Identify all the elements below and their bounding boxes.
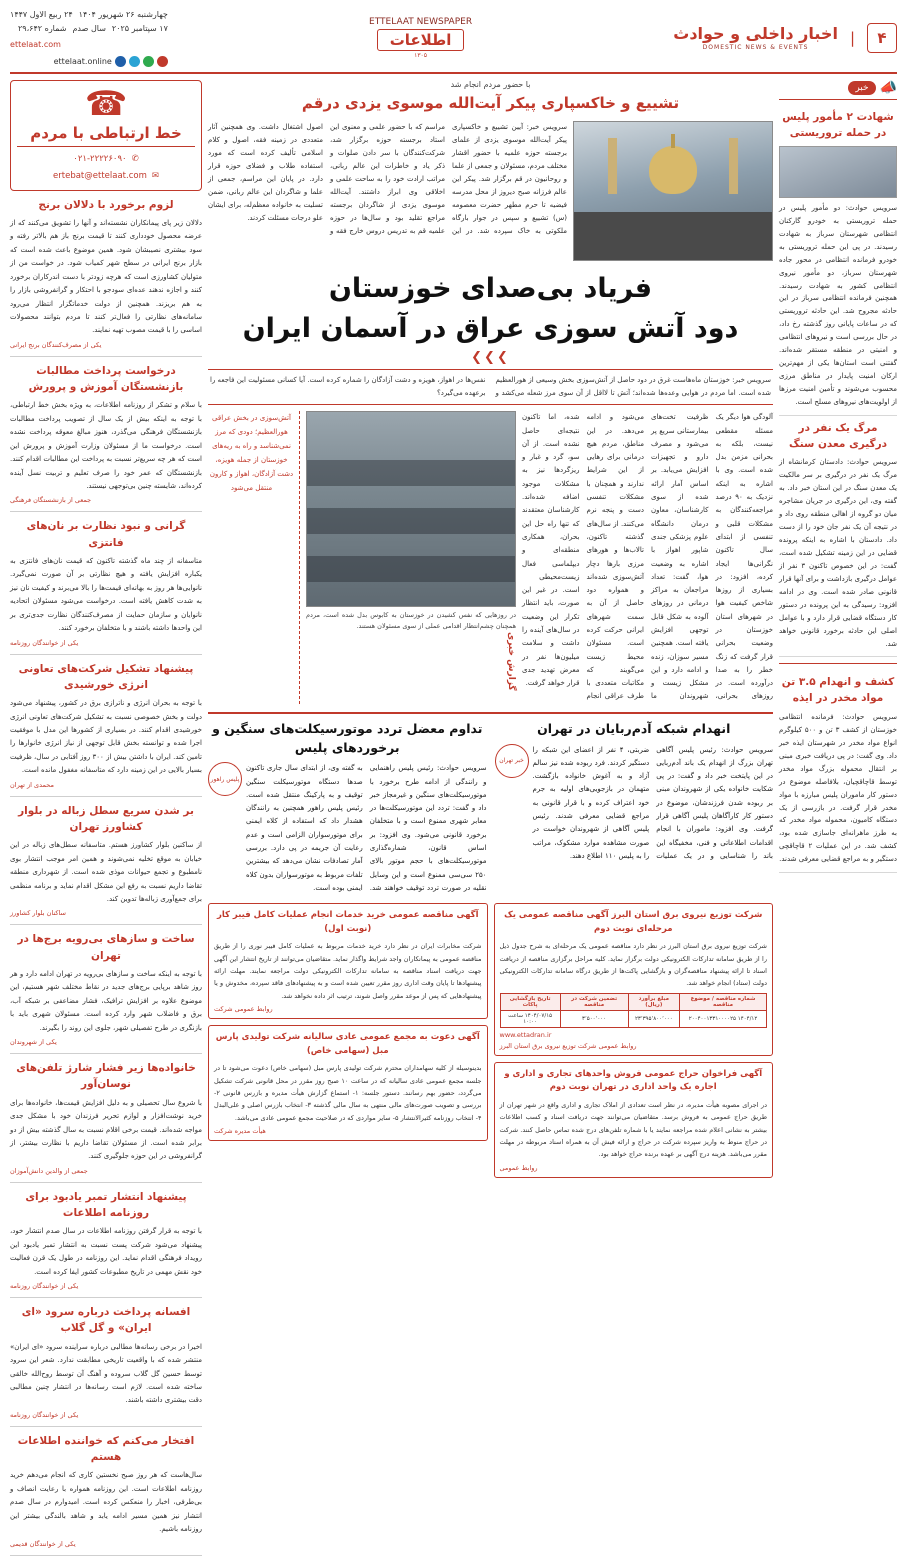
ad-title: آگهی مناقصه عمومی خرید خدمات انجام عملیات کامل فیبر کار (نوبت اول) <box>216 910 479 934</box>
letter-item <box>10 1054 202 1183</box>
khabar-badge: خبر <box>848 81 875 95</box>
ad-signature: روابط عمومی شرکت توزیع نیروی برق استان البرز <box>499 1041 637 1050</box>
ad-title: شرکت توزیع نیروی برق استان البرز آگهی مناقصه عمومی یک مرحله‌ای نوبت دوم <box>504 910 763 934</box>
divider <box>779 663 897 664</box>
main-headline <box>208 269 773 364</box>
masthead-section <box>673 23 897 53</box>
logo-founding-year: ۱۳۰۵ <box>414 51 427 59</box>
lower-story <box>208 720 487 895</box>
letter-item <box>10 1183 202 1298</box>
lower-story-title: تداوم معضل تردد موتورسیکلت‌های سنگین و برخوردهای پلیس <box>212 720 483 755</box>
main-headline-line1: فریاد بی‌صدای خوزستان <box>328 273 653 305</box>
issue-number: شماره ۲۹،۶۴۲ <box>18 23 67 33</box>
ad-signature: هیأت مدیره شرکت <box>214 1127 266 1136</box>
center-column <box>208 80 773 1177</box>
telegram-icon[interactable] <box>129 56 140 67</box>
khabar-header <box>779 80 897 100</box>
letter-title: پیشنهاد انتشار تمبر یادبود برای روزنامه اطلاعات <box>25 1190 187 1220</box>
letter-item <box>10 191 202 357</box>
rail-article-body: سرویس حوادث: فرمانده انتظامی خوزستان از کشف ۳ تن و ۵۰۰ کیلوگرم انواع مواد مخدر در شهرستان ایذه خبر داد. وی گفت: در پی دریافت خبری مبنی بر انتقال محموله بزرگ مواد مخدر توسط قاچاقچیان، بلافاصله موضوع در دستور کار ماموران پلیس مبارزه با مواد مخدر قرار گرفت. در بازرسی از یک دستگاه کامیون، محموله مواد مخدر که به طرز ماهرانه‌ای جاسازی شده بود، کشف شد. در این عملیات ۲ قاچاقچی دستگیر و به مراجع قضایی معرفی شدند. <box>779 712 897 864</box>
letter-body: با سلام و تشکر از روزنامه اطلاعات، به ویژه بخش خط ارتباطی، با توجه به اینکه بیش از یک سال از تصویب پرداخت مطالبات بازنشستگان فرهنگی می‌گذرد، هنوز مبالغ معوقه پرداخت نشده است. درخواست ما از مسئولان وزارت آموزش و پرورش این است که هر چه سریع‌تر نسبت به پرداخت این مطالبات اقدام کنند. بازنشستگان که عمر خود را صرف تعلیم و تربیت نسل آینده کرده‌اند، شایسته چنین بی‌توجهی نیستند. <box>10 401 202 491</box>
ad-title: آگهی دعوت به مجمع عمومی عادی سالیانه شرکت تولیدی پارس مبل (سهامی خاص) <box>215 1032 480 1056</box>
megaphone-icon: 📣 <box>879 80 897 97</box>
lead-story <box>208 121 773 261</box>
rail-article <box>779 670 897 873</box>
rail-article-body: سرویس حوادث: دو مأمور پلیس در حمله تروریستی به خودرو گارکنان انتظامی شهرستان سرباز به شهادت رسیدند. در پی این حمله تروریستی به خودرو فرمانده انتظامی در محور جاده شهرستان سرباز، دو مأمور نیروی انتظامی کشور به شهادت رسیدند. همچنین فرمانده انتظامی سرباز در این حادثه مجروح شد. این حادثه تروریستی که در ساعات پایانی روز گذشته رخ داد، در حال بررسی است و نیروهای انتظامی و امنیتی در منطقه مستقر شده‌اند. گفتنی است استان‌ها یکی از مهم‌ترین ارکان امنیت پایدار در مناطق مرزی محسوب می‌شوند و تأمین امنیت مرزها از اولویت‌های نیروهای مسلح است. <box>779 203 897 406</box>
story-stamp: خبر تهران <box>495 744 529 778</box>
ad-auction <box>494 1062 774 1178</box>
minaret-right-icon <box>729 138 738 194</box>
chevron-divider-icon: ❯❯❯ <box>471 349 510 365</box>
letter-signature: ساکنان بلوار کشاورز <box>10 909 66 918</box>
letter-title: افسانه پرداخت درباره سرود «ای ایران» و گل گلاب <box>21 1306 191 1335</box>
ad-tender <box>494 903 774 1056</box>
letter-body: سال‌هاست که هر روز صبح نخستین کاری که انجام می‌دهم خرید روزنامه اطلاعات است. این روزنامه همواره با رعایت انصاف و بی‌طرفی، اخبار را منعکس کرده است. امیدوارم در سال صدم انتشار نیز همین مسیر ادامه یابد و شاهد بالندگی بیشتر این روزنامه باشیم. <box>10 1471 202 1534</box>
letter-title: خانواده‌ها زیر فشار شارژ تلفن‌های نوسان‌آور <box>16 1062 196 1091</box>
letter-body: با توجه به قرار گرفتن روزنامه اطلاعات در سال صدم انتشار خود، پیشنهاد می‌شود شرکت پست نسبت به انتشار تمبر یادبود این رویداد فرهنگی اقدام نماید. این روزنامه در طول یک قرن فعالیت خود نقش مهمی در تاریخ مطبوعات کشور ایفا کرده است. <box>10 1227 202 1276</box>
letter-item <box>10 512 202 654</box>
rail-article-photo <box>779 146 897 198</box>
letter-body: با توجه به اینکه ساخت و سازهای بی‌رویه در تهران ادامه دارد و هر روز شاهد برپایی برج‌های جدید در نقاط مختلف شهر هستیم، این موضوع علاوه بر افزایش ترافیک، فشار مضاعفی بر شبکه آب، برق و فاضلاب شهر وارد کرده است. مسئولان شهری باید با بازنگری در طرح تفصیلی شهر، جلوی این روند را بگیرند. <box>10 970 202 1032</box>
report-label: گزارش خبری <box>506 632 516 692</box>
ad-signature: روابط عمومی <box>499 1163 538 1172</box>
letter-title: افتخار می‌کنم که خواننده اطلاعات هستم <box>17 1434 195 1464</box>
letter-signature: جمعی از بازنشستگان فرهنگی <box>10 496 92 505</box>
hotline-email[interactable]: ertebat@ettelaat.com <box>53 170 147 181</box>
social-handle[interactable]: ettelaat.online <box>53 56 112 66</box>
letter-title: درخواست پرداخت مطالبات بازنشستگان آموزش و پرورش <box>28 364 184 394</box>
rail-article <box>779 416 897 658</box>
ad-table <box>500 993 768 1028</box>
letter-body: متاسفانه از چند ماه گذشته تاکنون که قیمت نان‌های فانتزی به یکباره افزایش یافته و هیچ نظارتی بر آن صورت نمی‌گیرد. نانوایی‌ها هر روز به بهانه‌ای قیمت‌ها را بالا می‌برند و کیفیت نان نیز به شدت کاهش یافته است. درخواست می‌شود مسئولان اتحادیه نانوایان و سازمان حمایت از مصرف‌کنندگان نظارت جدی‌تری بر این واحدها داشته باشند و با متخلفان برخورد کنند. <box>10 556 202 633</box>
main-deck: سرویس خبر: خوزستان ماه‌هاست غرق در دود حاصل از آتش‌سوزی بخش وسیعی از هورالعظیم شده است. اما مردم در هوایی وعده‌ها شده‌اند؛ آتش تا لااقل از آن سوی مرز شعله می‌کشد و نفس‌ها در اهواز، هویزه و دشت آزادگان را شماره کرده است. آیا کسانی مسئولیت این فاجعه را برعهده می‌گیرد؟ <box>208 369 773 406</box>
letter-signature: یکی از خوانندگان روزنامه <box>10 1410 79 1419</box>
ad-body: بدینوسیله از کلیه سهامداران محترم شرکت تولیدی پارس مبل (سهامی خاص) دعوت می‌شود تا در جلسه مجمع عمومی عادی سالیانه که در ساعت ۱۰ صبح روز مقرر در محل قانونی شرکت تشکیل می‌گردد، حضور بهم رسانند. دستور جلسه: ۱- استماع گزارش هیأت مدیره و بازرس قانونی ۲- بررسی و تصویب صورت‌های مالی منتهی به سال مالی گذشته ۳- انتخاب بازرس اصلی و علی‌البدل ۴- انتخاب روزنامه کثیرالانتشار ۵- سایر مواردی که در صلاحیت مجمع عمومی عادی می‌باشد. <box>214 1064 482 1122</box>
ad-title: آگهی فراخوان حراج عمومی فروش واحدهای تجاری و اداری و اجاره یک واحد اداری در تهران نوبت دوم <box>504 1068 763 1093</box>
letter-item <box>10 655 202 797</box>
rail-article-body: سرویس حوادث: دادستان کرمانشاه از مرگ یک نفر در درگیری بر سر مالکیت یک معدن سنگ در این استان خبر داد. به گفته وی، این درگیری در جریان مشاجره میان دو گروه از اهالی منطقه روی داد و در نتیجه آن یک نفر جان خود را از دست داد. دادستان با اشاره به اینکه پرونده قضایی در این زمینه تشکیل شده است، گفت: در این خصوص تاکنون ۳ نفر از عوامل درگیری بازداشت و برای آنها قرار قانونی صادر شده است. وی در ادامه افزود: رسیدگی به این پرونده در دستور کار دستگاه قضایی قرار دارد و با عوامل اصلی این حادثه برخورد قانونی خواهد شد. <box>779 458 897 648</box>
letter-body: از ساکنین بلوار کشاورز هستم. متاسفانه سطل‌های زباله در این خیابان به موقع تخلیه نمی‌شوند و همین امر موجب انتشار بوی نامطبوع و تجمع حیوانات موذی شده است. از شهرداری منطقه تقاضا داریم نسبت به رفع این مشکل اقدام نماید و برنامه منظمی برای جمع‌آوری زباله‌ها تدوین کند. <box>10 841 202 904</box>
letter-title: بر شدن سریع سطل زباله در بلوار کشاورز تهران <box>18 804 194 834</box>
letter-title: گرانی و نبود نظارت بر نان‌های فانتزی <box>26 520 186 549</box>
ad-column <box>208 903 488 1177</box>
divider-icon: | <box>849 29 855 48</box>
social-links[interactable] <box>10 55 168 69</box>
lower-story-body: سرویس حوادث: رئیس پلیس آگاهی تهران بزرگ از انهدام یک باند آدم‌ربایی در این پایتخت خبر داد و گفت: در پی شکایت خانواده یکی از شهروندان مبنی بر ربوده شدن فرزندشان، موضوع در دستور کار کارآگاهان پلیس آگاهی قرار گرفت. وی افزود: ماموران با انجام اقدامات اطلاعاتی و فنی، مخفیگاه این باند را شناسایی و در یک عملیات ضربتی، ۴ نفر از اعضای این شبکه را دستگیر کردند. فرد ربوده شده نیز سالم آزاد و به آغوش خانواده بازگشت. متهمان در بازجویی‌های اولیه به جرم خود اعتراف کرده و با قرار قانونی به مراجع قضایی معرفی شدند. رئیس پلیس آگاهی از شهروندان خواست در صورت مشاهده موارد مشکوک، مراتب را به پلیس ۱۱۰ اطلاع دهند. <box>532 745 773 860</box>
website-link[interactable]: ettelaat.com <box>10 40 61 50</box>
letter-title: لزوم برخورد با دلالان برنج <box>38 198 174 211</box>
ad-assembly-notice <box>208 1025 488 1141</box>
section-title-fa: اخبار داخلی و حوادث <box>673 24 838 44</box>
letter-signature: محمدی از تهران <box>10 780 54 789</box>
photo-row-shape <box>307 508 515 534</box>
shrine-dome-icon <box>649 146 697 194</box>
ad-tender <box>208 903 488 1019</box>
newspaper-logo <box>369 18 472 59</box>
letter-item <box>10 1298 202 1427</box>
section-title-en: DOMESTIC NEWS & EVENTS <box>702 43 809 51</box>
hotline-phone[interactable]: ۰۲۱-۲۲۲۲۶۰۹۰ <box>73 154 127 165</box>
logo-crest-icon: ETTELAAT NEWSPAPER <box>369 16 473 27</box>
year-line: سال صدم <box>72 23 106 33</box>
rail-article-title: کشف و انهدام ۳.۵ تن مواد مخدر در ایذه <box>781 676 895 705</box>
ad-table-header: شماره مناقصه / موضوع مناقصه <box>680 993 767 1010</box>
rail-article-title: مرگ یک نفر در درگیری معدن سنگ <box>788 421 888 450</box>
ad-table-header: تاریخ بازگشایی پاکات <box>500 993 560 1010</box>
lead-kicker: با حضور مردم انجام شد <box>450 80 531 90</box>
envelope-icon: ✉ <box>151 170 159 181</box>
lower-stories <box>208 712 773 895</box>
ad-body: شرکت مخابرات ایران در نظر دارد خرید خدمات مربوط به عملیات کامل فیبر نوری را از طریق مناقصه عمومی به پیمانکاران واجد شرایط واگذار نماید. متقاضیان می‌توانند از تاریخ انتشار این آگهی جهت دریافت اسناد مناقصه به سامانه تدارکات الکترونیکی دولت مراجعه نمایند. مهلت ارائه پیشنهادها تا پایان وقت اداری روز مقرر تعیین شده است و به پیشنهادهای فاقد سپرده، مخدوش و یا پیشنهادهایی که پس از موعد مقرر واصل شوند، ترتیب اثر داده نخواهد شد. <box>214 942 482 1000</box>
date-lunar: ۲۴ ربیع الاول ۱۴۴۷ <box>10 10 73 19</box>
ad-signature: روابط عمومی شرکت <box>214 1005 273 1014</box>
lower-story-title: انهدام شبکه آدم‌ربایان در تهران <box>537 720 731 736</box>
letter-signature: یکی از شهروندان <box>10 1038 57 1047</box>
feature-photo-caption: در روزهایی که نفس کشیدن در خوزستان به کابوس بدل شده است، مردم همچنان چشم‌انتظار اقدامی عملی از سوی مسئولان هستند. <box>306 611 516 631</box>
story-stamp: پلیس راهور <box>208 762 242 796</box>
feature-story <box>208 411 773 704</box>
letter-item <box>10 797 202 926</box>
lead-headline: تشییع و خاکسپاری پیکر آیت‌الله موسوی یزدی درقم <box>301 94 680 113</box>
ad-table-cell: ۲۳٬۳۹۵٬۸۰۰٬۰۰۰ <box>628 1010 680 1027</box>
letter-item <box>10 1427 202 1556</box>
ad-table-cell: ۱۴۰۴/۱۲ ۲۰۰۴۰۰۱۳۳۱۰۰۰۰۲۵ <box>680 1010 767 1027</box>
ad-table-cell: ۳٬۵۰۰٬۰۰۰ <box>560 1010 628 1027</box>
feature-photo <box>306 411 516 607</box>
letter-signature: یکی از خوانندگان روزنامه <box>10 1282 79 1291</box>
letter-signature: یکی از مصرف‌کنندگان برنج ایرانی <box>10 340 102 349</box>
hotline-phone-row[interactable] <box>17 151 195 167</box>
ad-website[interactable]: www.ettadran.ir <box>499 1030 552 1039</box>
letter-body: دلالان زیر پای پیمانکاران نشسته‌اند و آنها را تشویق می‌کنند که از عرضه محصول خودداری کنند تا قیمت برنج باز هم بالاتر رفته و سود بیشتری نصیبشان شود. همین موضوع باعث شده است که بازار برنج ایرانی در سطح شهر کمیاب شود. در خواست من از متولیان کشاورزی است که هرچه زودتر با دست اندرکاران برخورد کنند و اجازه ندهند عده‌ای سودجو با احتکار و گرانفروشی بازار را به هم بریزند. همچنین از دولت خدماتگزار انتظار می‌رود سامانه‌های نظارتی را فعال‌تر کنند تا مردم بتوانند محصولات اساسی را با قیمت مصوب تهیه نمایند. <box>10 218 202 335</box>
date-gregorian: ۱۷ سپتامبر ۲۰۲۵ <box>111 23 168 33</box>
rail-article <box>779 105 897 416</box>
ad-body: در اجرای مصوبه هیأت مدیره، در نظر است تعدادی از املاک تجاری و اداری واقع در شهر تهران از طریق حراج عمومی به فروش برسد. متقاضیان می‌توانند جهت دریافت اسناد و کسب اطلاعات بیشتر به نشانی اعلام شده مراجعه نمایند یا با شماره تلفن‌های درج شده تماس حاصل کنند. شرکت در حراج منوط به واریز سپرده شرکت در حراج و ارائه فیش آن به همراه اسناد مربوطه در مهلت مقرر می‌باشد. هزینه درج آگهی بر عهده برنده حراج خواهد بود. <box>499 1101 767 1159</box>
lead-body: سرویس خبر: آیین تشییع و خاکسپاری پیکر آیت‌الله موسوی یزدی از علمای برجسته حوزه علمیه با حضور اقشار مختلف مردم، مسئولان و جمعی از علما و روحانیون در قم برگزار شد. پیکر این عالم فرزانه صبح دیروز از محل مدرسه فیضیه تا حرم مطهر حضرت معصومه (س) تشییع و سپس در جوار بارگاه ملکوتی به خاک سپرده شد. در این مراسم که با حضور علمی و معنوی این استاد برجسته حوزه برگزار شد، شرکت‌کنندگان با سر دادن صلوات و ذکر یاد و خاطرات این عالم ربانی، مراتب ارادت خود را به ساحت علمی و اخلاقی وی ابراز داشتند. آیت‌الله موسوی یزدی از شاگردان برجسته مراجع تقلید بود و سال‌ها در حوزه علمیه قم به تدریس دروس خارج فقه و اصول اشتغال داشت. وی همچنین آثار متعددی در زمینه فقه، اصول و کلام اسلامی تألیف کرده است که مورد استفاده طلاب و فضلای حوزه قرار دارد. در پایان این مراسم، جمعی از علما و شاگردان این عالم ربانی، ضمن تسلیت به خانواده معظم‌له، برای ایشان علو درجات مسئلت کردند. <box>208 123 567 235</box>
date-solar: چهارشنبه ۲۶ شهریور ۱۴۰۴ <box>78 10 168 19</box>
minaret-left-icon <box>608 138 617 194</box>
hotline-title: خط ارتباطی با مردم <box>30 124 182 143</box>
lower-story-body: سرویس حوادث: رئیس پلیس راهنمایی و رانندگی از ادامه طرح برخورد با موتورسیکلت‌های سنگین و غیرمجاز خبر داد و گفت: تردد این موتورسیکلت‌ها در معابر شهری ممنوع است و با متخلفان برخورد قانونی می‌شود. وی افزود: بر اساس قانون، شماره‌گذاری موتورسیکلت‌های با حجم موتور بالای ۲۵۰ سی‌سی ممنوع است و این وسایل نقلیه در صورت تردد توقیف خواهند شد. به گفته وی، از ابتدای سال جاری تاکنون صدها دستگاه موتورسیکلت سنگین توقیف و به پارکینگ منتقل شده است. رئیس پلیس راهور همچنین به رانندگان هشدار داد که استفاده از کلاه ایمنی برای موتورسواران الزامی است و عدم رعایت آن جریمه در پی دارد. بررسی آمار تصادفات نشان می‌دهد که بیشترین تلفات مربوط به موتورسواران بدون کلاه ایمنی بوده است. <box>246 764 487 892</box>
crowd-shape <box>574 212 772 260</box>
letter-signature: یکی از خوانندگان روزنامه <box>10 638 79 647</box>
letter-title: ساخت و سازهای بی‌رویه برج‌ها در تهران <box>17 933 195 962</box>
letter-title: پیشنهاد تشکیل شرکت‌های تعاونی انرژی خورشیدی <box>18 662 194 691</box>
logo-name: اطلاعات <box>377 29 465 51</box>
letter-body: با توجه به بحران انرژی و ناترازی برق در کشور، پیشنهاد می‌شود دولت و بخش خصوصی نسبت به تشکیل شرکت‌های تعاونی انرژی خورشیدی اقدام کنند. در بسیاری از کشورها این مدل با موفقیت اجرا شده و توانسته بخش قابل توجهی از نیاز انرژی خانوارها را تامین کند. ایران با داشتن بیش از ۳۰۰ روز آفتابی در سال، ظرفیت بسیار بالایی در این زمینه دارد که متاسفانه مغفول مانده است. <box>10 699 202 775</box>
lead-photo <box>573 121 773 261</box>
whatsapp-icon[interactable] <box>143 56 154 67</box>
hotline-email-row[interactable] <box>17 168 195 184</box>
ad-table-header: مبلغ برآورد (ریال) <box>628 993 680 1010</box>
rail-article-title: شهادت ۲ مأمور پلیس در حمله تروریستی <box>782 111 894 140</box>
letter-item <box>10 357 202 513</box>
ad-body: شرکت توزیع نیروی برق استان البرز در نظر دارد مناقصه عمومی یک مرحله‌ای به شرح جدول ذیل را از طریق سامانه تدارکات الکترونیکی دولت برگزار نماید. کلیه مراحل برگزاری مناقصه از دریافت اسناد تا ارائه پیشنهاد مناقصه‌گران و بازگشایی پاکت‌ها از طریق درگاه سامانه تدارکات الکترونیکی دولت (ستاد) انجام خواهد شد. <box>499 942 767 988</box>
phone-small-icon: ✆ <box>131 154 139 165</box>
feature-photo-block <box>306 411 516 704</box>
section-title <box>673 25 838 51</box>
left-rail <box>10 80 202 1555</box>
ad-table-header: تضمین شرکت در مناقصه <box>560 993 628 1010</box>
right-rail <box>779 80 897 873</box>
page-number: ۴ <box>867 23 897 53</box>
photo-row-shape <box>307 460 515 486</box>
instagram-icon[interactable] <box>157 56 168 67</box>
ad-table-cell: ۱۴۰۴/۰۷/۱۵ ساعت ۱۰:۰۰ <box>500 1010 560 1027</box>
divider <box>17 146 195 147</box>
feature-side-note: آتش‌سوزی در بخش عراقی هورالعظیم؛ دودی که مرز نمی‌شناسد و راه به ریه‌های خوزستان از جمله هویزه، دشت آزادگان، اهواز و کارون منتقل می‌شود <box>208 411 300 704</box>
page-columns <box>10 80 897 1555</box>
letter-signature: یکی از خوانندگان قدیمی <box>10 1539 76 1548</box>
letter-item <box>10 925 202 1054</box>
letter-signature: جمعی از والدین دانش‌آموزان <box>10 1166 88 1175</box>
letter-body: اخیرا در برخی رسانه‌ها مطالبی درباره سراینده سرود «ای ایران» منتشر شده که با واقعیت تاریخی مطابقت ندارد. شعر این سرود توسط حسین گل گلاب سروده و آهنگ آن توسط روح‌الله خالقی ساخته شده است. لازم است رسانه‌ها در انتشار چنین مطالبی دقت بیشتری داشته باشند. <box>10 1342 202 1405</box>
ad-column <box>494 903 774 1177</box>
letter-body: با شروع سال تحصیلی و به دلیل افزایش قیمت‌ها، خانواده‌ها برای خرید نوشت‌افزار و لوازم تحریر فرزندان خود با مشکل جدی مواجه شده‌اند. قیمت برخی اقلام نسبت به سال گذشته بیش از دو برابر شده است. از مسئولان تقاضا داریم با نظارت بیشتر، از گرانفروشی در این حوزه جلوگیری کنند. <box>10 1098 202 1161</box>
ad-table-row <box>500 1010 767 1027</box>
lower-story <box>495 720 774 895</box>
masthead-dateline <box>10 8 168 68</box>
main-headline-line2: دود آتش سوزی عراق در آسمان ایران <box>242 312 739 344</box>
masthead <box>10 8 897 74</box>
classified-ads <box>208 903 773 1177</box>
hotline-box <box>10 80 202 190</box>
feature-body: آلودگی هوا دیگر یک مسئله مقطعی نیست، بلکه به بحرانی مزمن بدل شده است. وی با اشاره به اینکه نزدیک به ۹۰ درصد مراجعه‌کنندگان به مشکلات قلبی و تنفسی از ابتدای سال تاکنون نگرانی‌ها ایجاد کرده، افزود: در بسیاری از روزها شاخص کیفیت هوا در شهرهای استان خوزستان در وضعیت بحرانی قرار گرفت که زنگ خطر را به صدا درآورده است. در روزهای بحرانی، ظرفیت تخت‌های بیمارستانی سریع پر می‌شود و مصرف دارو و تجهیزات افزایش می‌یابد. بر اساس آمار ارائه شده از سوی کارشناسان، معاون درمان دانشگاه علوم پزشکی جندی شاپور اهواز با اشاره به وضعیت هوا، گفت: تعداد مراجعان به مراکز درمانی در روزهای آلوده به شکل قابل توجهی افزایش یافته است. همچنین مسیر سوزان، زنده و ادامه دارد و این مشکل زیست و شهروندان ما می‌شود و ادامه می‌دهد. در این مناطق، مردم هیچ درمانی برای رهایی از این شرایط ندارند و همچنان با مشکلات تنفسی دست و پنجه نرم می‌کنند. از سال‌های گذشته تاکنون، تالاب‌ها و هورهای مرزی بارها دچار آتش‌سوزی شده‌اند و همواره دود حاصل از آن به سمت شهرهای ایرانی حرکت کرده است. مسئولان محیط زیست می‌گویند که مکاتبات متعددی با طرف عراقی انجام شده، اما تاکنون نتیجه‌ای حاصل نشده است. از آن سو، گرد و غبار و ریزگردها نیز به مشکلات موجود اضافه شده‌اند. کارشناسان معتقدند که تنها راه حل این بحران، همکاری منطقه‌ای و دیپلماسی فعال زیست‌محیطی است. در غیر این صورت، باید انتظار تکرار این وضعیت در سال‌های آینده را داشت و سلامت میلیون‌ها نفر در معرض تهدید جدی قرار خواهد گرفت. <box>522 413 774 701</box>
telephone-icon: ☎ <box>84 84 128 125</box>
photo-row-shape <box>307 556 515 582</box>
facebook-icon[interactable] <box>115 56 126 67</box>
